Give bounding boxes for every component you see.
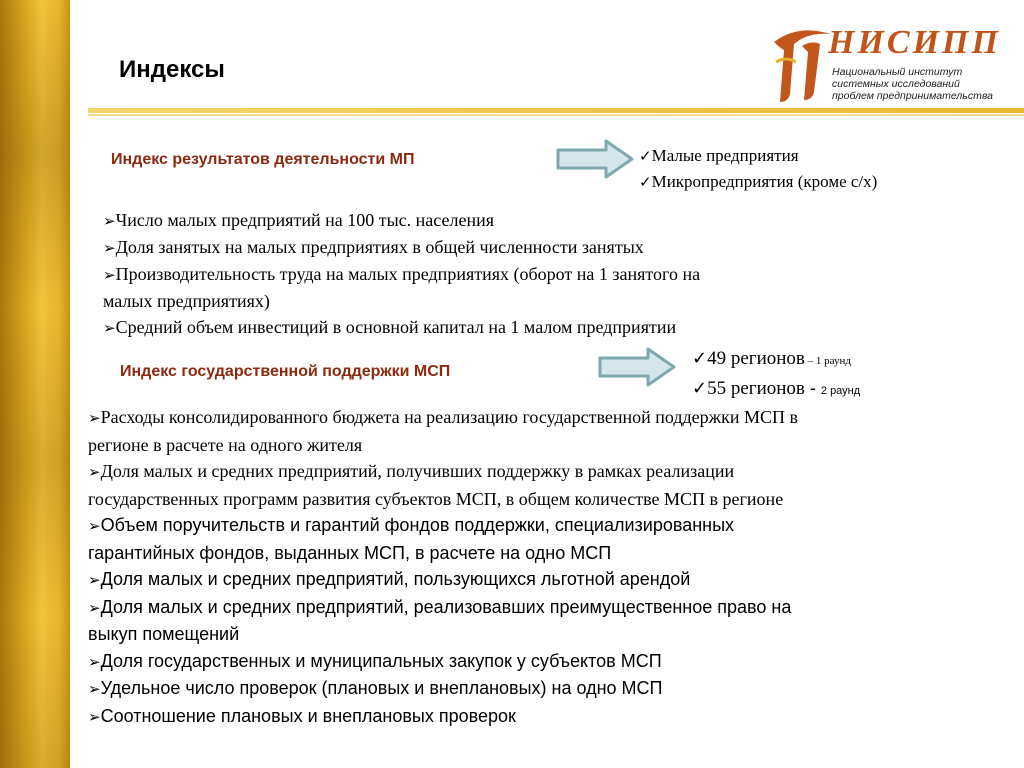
arrow-bullet-icon: ➢ [88, 463, 101, 481]
header-rule-light [88, 114, 1024, 116]
list-item: ✓Малые предприятия [639, 146, 799, 165]
check-icon: ✓ [639, 147, 652, 165]
right-arrow-icon [598, 346, 678, 388]
list-item: ➢Производительность труда на малых предприятиях (оборот на 1 занятого на [103, 264, 701, 284]
list-item: ➢Удельное число проверок (плановых и внеплановых) на одно МСП [88, 678, 663, 698]
arrow-bullet-icon: ➢ [88, 598, 101, 617]
list-item: ➢Число малых предприятий на 100 тыс. населения [103, 210, 494, 230]
gold-sidebar [0, 0, 70, 768]
arrow-bullet-icon: ➢ [88, 707, 101, 726]
logo-subtitle: Национальный институт системных исследований проблем предпринимательства [832, 66, 993, 102]
list-item: ➢Доля малых и средних предприятий, получивших поддержку в рамках реализации [88, 461, 735, 481]
list-item: выкуп помещений [88, 624, 240, 644]
list-item: ➢Расходы консолидированного бюджета на реализацию государственной поддержки МСП в [88, 407, 798, 427]
nisipp-logo [768, 22, 1008, 104]
section1-title: Индекс результатов деятельности МП [111, 151, 415, 168]
check-icon: ✓ [692, 348, 708, 369]
page-title: Индексы [119, 56, 225, 83]
arrow-bullet-icon: ➢ [88, 571, 101, 589]
list-item: регионе в расчете на одного жителя [88, 434, 363, 455]
list-item: ➢Соотношение плановых и внеплановых проверок [88, 705, 516, 726]
logo-name: НИСИПП [828, 24, 1001, 61]
arrow-bullet-icon: ➢ [103, 266, 116, 284]
arrow-bullet-icon: ➢ [88, 680, 101, 698]
section1-indicators [103, 207, 1003, 341]
list-item: ➢Доля малых и средних предприятий, пользующихся льготной арендой [88, 569, 691, 589]
arrow-bullet-icon: ➢ [103, 212, 116, 230]
check-icon: ✓ [692, 378, 708, 399]
list-item: ➢Объем поручительств и гарантий фондов поддержки, специализированных [88, 515, 735, 535]
list-item: малых предприятиях) [103, 291, 270, 311]
section2-indicators [88, 404, 1018, 730]
arrow-bullet-icon: ➢ [88, 409, 101, 427]
list-item: ✓Микропредприятия (кроме с/х) [639, 172, 878, 191]
arrow-bullet-icon: ➢ [103, 319, 116, 337]
list-item: ✓55 регионов - 2 раунд [692, 378, 861, 399]
list-item: ➢Доля государственных и муниципальных закупок у субъектов МСП [88, 650, 662, 671]
arrow-bullet-icon: ➢ [88, 517, 101, 535]
list-item: гарантийных фондов, выданных МСП, в расчете на одно МСП [88, 542, 612, 563]
list-item: ➢Доля занятых на малых предприятиях в общей численности занятых [103, 237, 644, 257]
arrow-bullet-icon: ➢ [88, 652, 101, 671]
header-rule [88, 108, 1024, 113]
right-arrow-icon [556, 138, 636, 180]
list-item: ➢Средний объем инвестиций в основной капитал на 1 малом предприятии [103, 317, 677, 337]
section2-checklist [692, 345, 860, 405]
list-item: ➢Доля малых и средних предприятий, реализовавших преимущественное право на [88, 596, 792, 617]
arrow-bullet-icon: ➢ [103, 239, 116, 257]
section1-checklist [639, 143, 877, 195]
list-item: государственных программ развития субъектов МСП, в общем количестве МСП в регионе [88, 488, 784, 509]
check-icon: ✓ [639, 173, 652, 191]
list-item: ✓49 регионов – 1 раунд [692, 348, 851, 369]
section2-title: Индекс государственной поддержки МСП [120, 363, 451, 380]
